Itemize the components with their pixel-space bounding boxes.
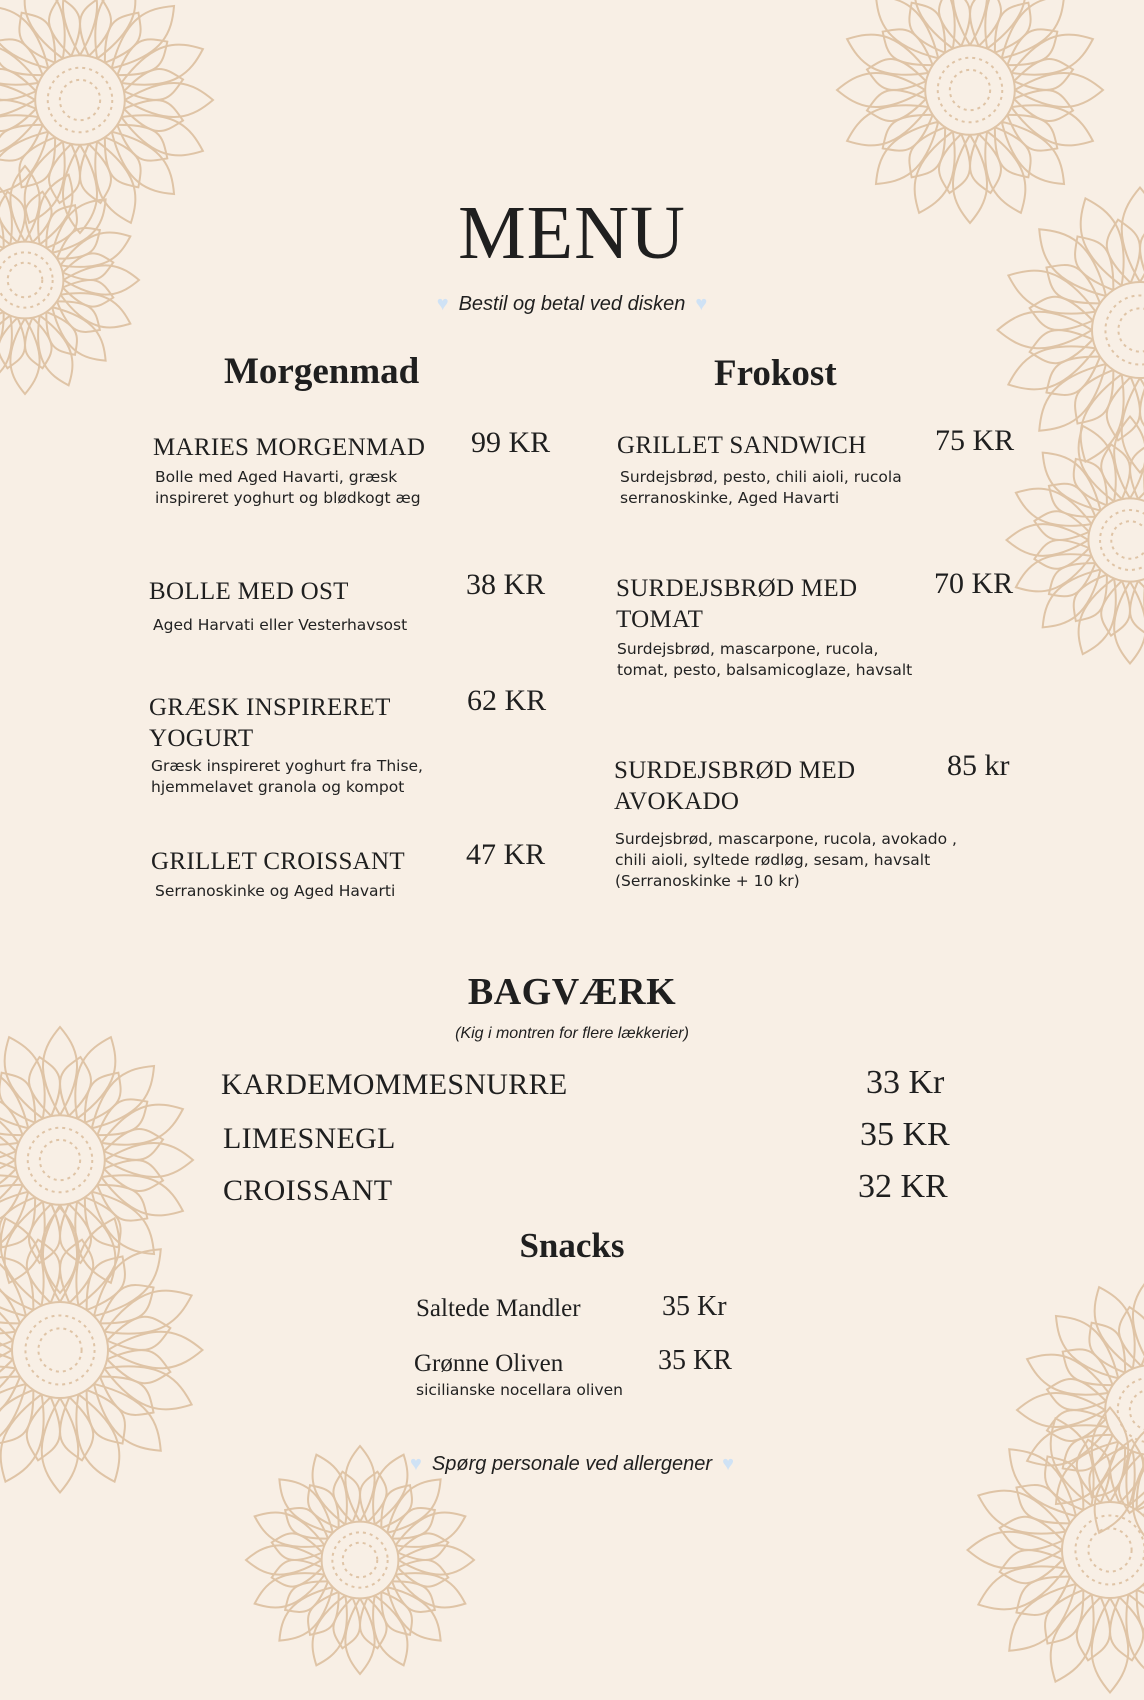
sunflower-icon [240, 1440, 480, 1680]
item-name: GRILLET SANDWICH [617, 432, 867, 459]
snack-item-price: 35 KR [658, 1345, 732, 1376]
bakery-note: (Kig i montren for flere lækkerier) [455, 1025, 689, 1042]
menu-item-grillet-sandwich [617, 424, 1037, 509]
snack-item-description: sicilianske nocellara oliven [416, 1381, 624, 1399]
item-description: Surdejsbrød, mascarpone, rucola, avokado , chili aioli, syltede rødløg, sesam, havsalt (Serranoskinke + 10 kr) [615, 830, 957, 890]
item-price: 38 KR [466, 568, 546, 601]
item-name: SURDEJSBRØD MED AVOKADO [614, 757, 856, 815]
item-description: Serranoskinke og Aged Havarti [155, 882, 396, 900]
item-price: 85 kr [947, 749, 1010, 782]
heart-icon: ♥ [436, 293, 449, 315]
bakery-heading: BAGVÆRK [467, 971, 677, 1013]
menu-item-bolle-med-ost [149, 568, 569, 636]
sunflower-icon [960, 1400, 1144, 1700]
snacks-heading: Snacks [519, 1226, 625, 1265]
heart-icon: ♥ [722, 1453, 734, 1475]
item-price: 62 KR [467, 684, 547, 717]
bakery-item-name: KARDEMOMMESNURRE [221, 1068, 568, 1101]
bakery-item-price: 32 KR [858, 1168, 948, 1205]
bakery-item-price: 33 Kr [866, 1064, 945, 1101]
bakery-item-name: CROISSANT [223, 1174, 393, 1207]
snack-item-name: Grønne Oliven [414, 1350, 564, 1377]
heart-icon: ♥ [410, 1453, 422, 1475]
heart-icon: ♥ [695, 293, 708, 315]
breakfast-heading: Morgenmad [224, 351, 420, 392]
item-name: GRILLET CROISSANT [151, 848, 405, 875]
item-price: 99 KR [471, 426, 551, 459]
menu-item-graesk-yogurt [149, 684, 569, 798]
item-description: Surdejsbrød, mascarpone, rucola, tomat, pesto, balsamicoglaze, havsalt [617, 640, 913, 679]
page-title: MENU [458, 191, 686, 275]
order-note [0, 293, 1144, 316]
item-description: Bolle med Aged Havarti, græsk inspireret yoghurt og blødkogt æg [155, 468, 421, 507]
item-price: 70 KR [934, 567, 1014, 600]
item-price: 75 KR [935, 424, 1015, 457]
bakery-item-price: 35 KR [860, 1116, 950, 1153]
allergen-note [0, 1453, 1144, 1476]
item-description: Græsk inspireret yoghurt fra Thise, hjemmelavet granola og kompot [151, 757, 423, 796]
allergen-note-text: Spørg personale ved allergener [431, 1453, 713, 1475]
item-name: GRÆSK INSPIRERET YOGURT [149, 694, 391, 752]
order-note-text: Bestil og betal ved disken [458, 293, 686, 315]
bakery-item-name: LIMESNEGL [223, 1122, 396, 1155]
lunch-heading: Frokost [714, 353, 837, 394]
item-description: Aged Harvati eller Vesterhavsost [153, 616, 408, 634]
snack-item-name: Saltede Mandler [416, 1295, 581, 1322]
snack-item-price: 35 Kr [662, 1291, 727, 1322]
item-price: 47 KR [466, 838, 546, 871]
menu-item-grillet-croissant [151, 838, 571, 902]
item-name: SURDEJSBRØD MED TOMAT [616, 575, 858, 633]
item-description: Surdejsbrød, pesto, chili aioli, rucola serranoskinke, Aged Havarti [620, 468, 902, 507]
item-name: BOLLE MED OST [149, 578, 349, 605]
menu-item-surdejsbrod-tomat [616, 567, 1036, 681]
menu-item-maries-morgenmad [153, 426, 573, 509]
item-name: MARIES MORGENMAD [153, 434, 426, 461]
menu-item-surdejsbrod-avokado [614, 749, 1054, 892]
